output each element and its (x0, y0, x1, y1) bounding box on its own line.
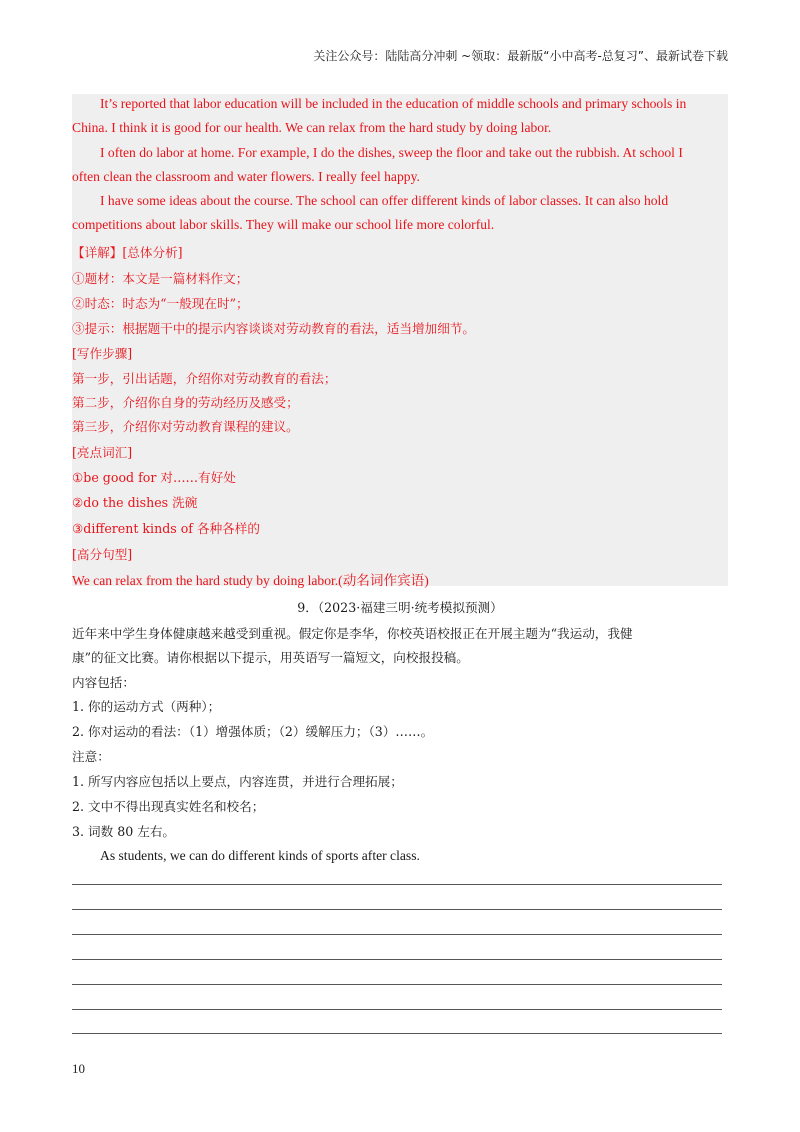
vocab-item: ①be good for 对……有好处 (72, 470, 236, 485)
question-line: 康”的征文比赛。请你根据以下提示，用英语写一篇短文，向校报投稿。 (72, 650, 469, 665)
detail-heading: 【详解】[总体分析] (72, 245, 183, 260)
question-line: 2. 文中不得出现真实姓名和校名； (72, 799, 265, 814)
question-line: 内容包括： (72, 675, 135, 690)
writing-line (72, 984, 722, 985)
section-heading: [写作步骤] (72, 346, 133, 361)
writing-line (72, 959, 722, 960)
question-line: 3. 词数 80 左右。 (72, 824, 176, 839)
question-line: 1. 你的运动方式（两种）； (72, 699, 221, 714)
analysis-item: ②时态：时态为“一般现在时”； (72, 296, 249, 311)
section-heading: [亮点词汇] (72, 445, 133, 460)
answer-line: competitions about labor skills. They will make our school life more colorful. (72, 217, 495, 232)
analysis-item: ③提示：根据题干中的提示内容谈谈对劳动教育的看法，适当增加细节。 (72, 321, 475, 336)
answer-line: China. I think it is good for our health. We can relax from the hard study by doing labor. (72, 120, 552, 135)
writing-step: 第三步，介绍你对劳动教育课程的建议。 (72, 419, 299, 434)
start-sentence: As students, we can do different kinds of sports after class. (100, 848, 420, 863)
sentence-pattern: We can relax from the hard study by doing labor.(动名词作宾语) (72, 573, 429, 588)
question-title: 9．（2023·福建三明·统考模拟预测） (297, 600, 503, 615)
writing-line (72, 1033, 722, 1034)
question-line: 1. 所写内容应包括以上要点，内容连贯，并进行合理拓展； (72, 774, 403, 789)
answer-line: often clean the classroom and water flowers. I really feel happy. (72, 169, 420, 184)
question-line: 2. 你对运动的看法：（1）增强体质；（2）缓解压力；（3）……。 (72, 724, 434, 739)
answer-block (72, 94, 728, 586)
writing-line (72, 884, 722, 885)
analysis-item: ①题材：本文是一篇材料作文； (72, 271, 249, 286)
answer-line: It’s reported that labor education will be included in the education of middle schools and primary schools in (100, 96, 687, 111)
section-heading: [高分句型] (72, 547, 133, 562)
question-line: 近年来中学生身体健康越来越受到重视。假定你是李华，你校英语校报正在开展主题为“我运动，我健 (72, 626, 633, 641)
writing-step: 第一步，引出话题，介绍你对劳动教育的看法； (72, 371, 337, 386)
writing-step: 第二步，介绍你自身的劳动经历及感受； (72, 395, 299, 410)
answer-line: I often do labor at home. For example, I do the dishes, sweep the floor and take out the rubbish. At school I (100, 145, 683, 160)
page-number: 10 (72, 1061, 85, 1076)
question-line: 注意： (72, 749, 110, 764)
vocab-item: ③different kinds of 各种各样的 (72, 521, 260, 536)
writing-line (72, 934, 722, 935)
page-header: 关注公众号：陆陆高分冲刺 ~领取：最新版“小中高考-总复习”、最新试卷下载 (313, 49, 728, 63)
writing-line (72, 909, 722, 910)
writing-line (72, 1009, 722, 1010)
vocab-item: ②do the dishes 洗碗 (72, 495, 198, 510)
answer-line: I have some ideas about the course. The school can offer different kinds of labor classes. It can also hold (100, 193, 669, 208)
